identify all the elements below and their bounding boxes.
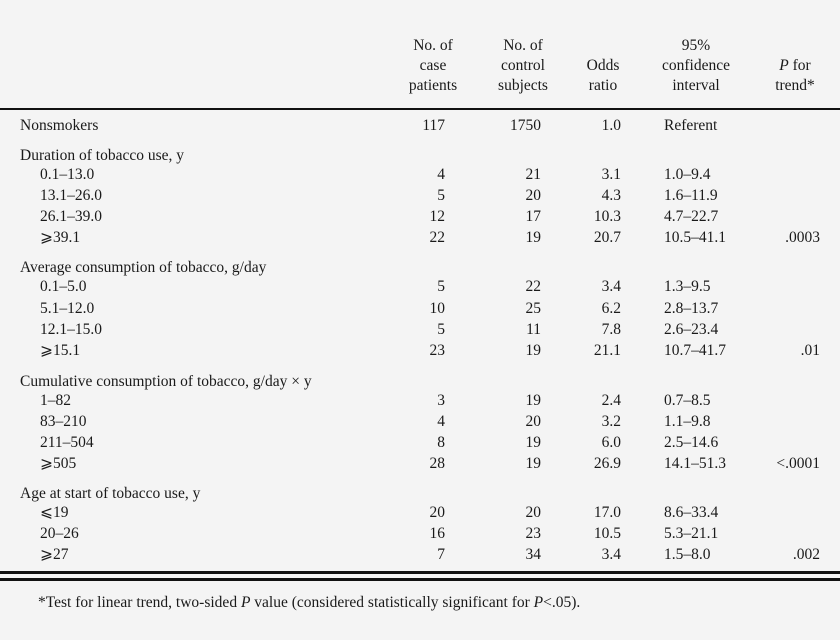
table-row — [0, 298, 840, 320]
cell-ci: 2.5–14.6 — [664, 434, 719, 451]
row-label: ⩾15.1 — [40, 342, 81, 359]
row-label: 0.1–13.0 — [40, 166, 95, 183]
table-row — [0, 276, 840, 298]
cell-odds-ratio: 17.0 — [593, 504, 621, 521]
cell-p-trend: .0003 — [785, 229, 820, 246]
cell-odds-ratio: 3.4 — [601, 278, 621, 295]
cell-ci: 1.5–8.0 — [664, 546, 711, 563]
cell-odds-ratio: 3.2 — [601, 413, 621, 430]
cell-odds-ratio: 6.0 — [601, 434, 621, 451]
table-footnote: *Test for linear trend, two-sided P value (considered statistically significant for P<.05). — [38, 594, 581, 611]
section-title-text: Average consumption of tobacco, g/day — [20, 259, 267, 276]
cell-ci: Referent — [664, 117, 718, 134]
cell-controls: 19 — [525, 229, 541, 246]
cell-cases: 3 — [437, 392, 445, 409]
row-label: ⩾505 — [40, 455, 77, 472]
cell-ci: 1.1–9.8 — [664, 413, 711, 430]
table-row — [0, 544, 840, 566]
table-row — [0, 411, 840, 433]
cell-controls: 21 — [525, 166, 541, 183]
cell-cases: 7 — [437, 546, 445, 563]
header-p-line-1: P for — [779, 57, 811, 74]
table-row — [0, 319, 840, 341]
table-row — [0, 523, 840, 545]
table-row-nonsmokers — [0, 115, 840, 137]
header-control-line-2: control — [501, 57, 545, 74]
cell-controls: 11 — [526, 321, 541, 338]
cell-cases: 8 — [437, 434, 445, 451]
table-row — [0, 227, 840, 249]
table-row — [0, 390, 840, 412]
cell-odds-ratio: 7.8 — [601, 321, 621, 338]
cell-odds-ratio: 4.3 — [601, 187, 621, 204]
cell-controls: 20 — [525, 504, 541, 521]
header-case-line-3: patients — [408, 77, 458, 94]
cell-controls: 20 — [525, 187, 541, 204]
cell-odds-ratio: 2.4 — [601, 392, 621, 409]
header-ci-line-2: confidence — [662, 57, 730, 74]
top-rule — [0, 108, 840, 110]
cell-odds-ratio: 1.0 — [601, 117, 621, 134]
bottom-rule-lower — [0, 578, 840, 581]
cell-controls: 34 — [525, 546, 541, 563]
cell-ci: 1.6–11.9 — [664, 187, 718, 204]
cell-ci: 2.6–23.4 — [664, 321, 719, 338]
row-label: ⩾39.1 — [40, 229, 81, 246]
cell-cases: 28 — [429, 455, 445, 472]
cell-controls: 19 — [525, 455, 541, 472]
cell-cases: 5 — [437, 278, 445, 295]
cell-cases: 4 — [437, 413, 445, 430]
cell-odds-ratio: 3.4 — [601, 546, 621, 563]
cell-cases: 4 — [437, 166, 445, 183]
row-label: 211–504 — [40, 434, 94, 451]
cell-controls: 17 — [525, 208, 541, 225]
cell-ci: 5.3–21.1 — [664, 525, 719, 542]
header-odds-ratio — [574, 56, 632, 96]
cell-ci: 4.7–22.7 — [664, 208, 719, 225]
cell-ci: 2.8–13.7 — [664, 300, 719, 317]
cell-ci: 1.0–9.4 — [664, 166, 711, 183]
cell-odds-ratio: 3.1 — [601, 166, 621, 183]
cell-controls: 23 — [525, 525, 541, 542]
header-p-line-2: trend* — [775, 77, 815, 94]
cell-p-trend: .01 — [800, 342, 820, 359]
cell-cases: 10 — [429, 300, 445, 317]
cell-cases: 5 — [437, 187, 445, 204]
section-title-text: Age at start of tobacco use, y — [20, 485, 201, 502]
cell-controls: 19 — [525, 392, 541, 409]
cell-controls: 1750 — [510, 117, 541, 134]
section-title-text: Cumulative consumption of tobacco, g/day × y — [20, 373, 312, 390]
row-label: 83–210 — [40, 413, 87, 430]
cell-ci: 8.6–33.4 — [664, 504, 719, 521]
row-label: 20–26 — [40, 525, 79, 542]
row-label: 13.1–26.0 — [40, 187, 102, 204]
table-row — [0, 340, 840, 362]
header-ci-line-3: interval — [672, 77, 720, 94]
cell-odds-ratio: 10.3 — [593, 208, 621, 225]
cell-cases: 16 — [429, 525, 445, 542]
cell-cases: 20 — [429, 504, 445, 521]
cell-ci: 1.3–9.5 — [664, 278, 711, 295]
table-row — [0, 453, 840, 475]
cell-cases: 23 — [429, 342, 445, 359]
bottom-rule-upper — [0, 571, 840, 574]
header-control-line-3: subjects — [498, 77, 548, 94]
row-label: 5.1–12.0 — [40, 300, 95, 317]
table-row — [0, 185, 840, 207]
header-confidence-interval — [646, 36, 746, 96]
table-row — [0, 502, 840, 524]
header-ci-line-1: 95% — [681, 37, 711, 54]
cell-ci: 10.7–41.7 — [664, 342, 726, 359]
cell-p-trend: <.0001 — [776, 455, 820, 472]
section-title-text: Duration of tobacco use, y — [20, 147, 184, 164]
cell-odds-ratio: 10.5 — [593, 525, 621, 542]
header-control-subjects — [486, 36, 560, 96]
cell-odds-ratio: 6.2 — [601, 300, 621, 317]
cell-p-trend: .002 — [792, 546, 820, 563]
row-label: 1–82 — [40, 392, 71, 409]
cell-controls: 20 — [525, 413, 541, 430]
cell-cases: 5 — [437, 321, 445, 338]
cell-ci: 0.7–8.5 — [664, 392, 711, 409]
row-label: Nonsmokers — [20, 117, 99, 134]
cell-odds-ratio: 21.1 — [593, 342, 621, 359]
header-odds-line-2: ratio — [588, 77, 618, 94]
row-label: 26.1–39.0 — [40, 208, 102, 225]
cell-cases: 12 — [429, 208, 445, 225]
row-label: ⩾27 — [40, 546, 69, 563]
row-label: ⩽19 — [40, 504, 69, 521]
cell-ci: 14.1–51.3 — [664, 455, 726, 472]
cell-cases: 22 — [429, 229, 445, 246]
cell-ci: 10.5–41.1 — [664, 229, 726, 246]
header-control-line-1: No. of — [503, 37, 543, 54]
cell-controls: 19 — [525, 434, 541, 451]
header-case-line-1: No. of — [413, 37, 453, 54]
table-row — [0, 432, 840, 454]
table-row — [0, 164, 840, 186]
header-case-patients — [396, 36, 470, 96]
cell-controls: 19 — [525, 342, 541, 359]
cell-controls: 25 — [525, 300, 541, 317]
header-odds-line-1: Odds — [586, 57, 620, 74]
header-case-line-2: case — [419, 57, 447, 74]
cell-odds-ratio: 20.7 — [593, 229, 621, 246]
cell-cases: 117 — [422, 117, 445, 134]
header-p-for-trend — [760, 56, 830, 96]
cell-odds-ratio: 26.9 — [593, 455, 621, 472]
table-row — [0, 206, 840, 228]
row-label: 0.1–5.0 — [40, 278, 87, 295]
row-label: 12.1–15.0 — [40, 321, 102, 338]
cell-controls: 22 — [525, 278, 541, 295]
